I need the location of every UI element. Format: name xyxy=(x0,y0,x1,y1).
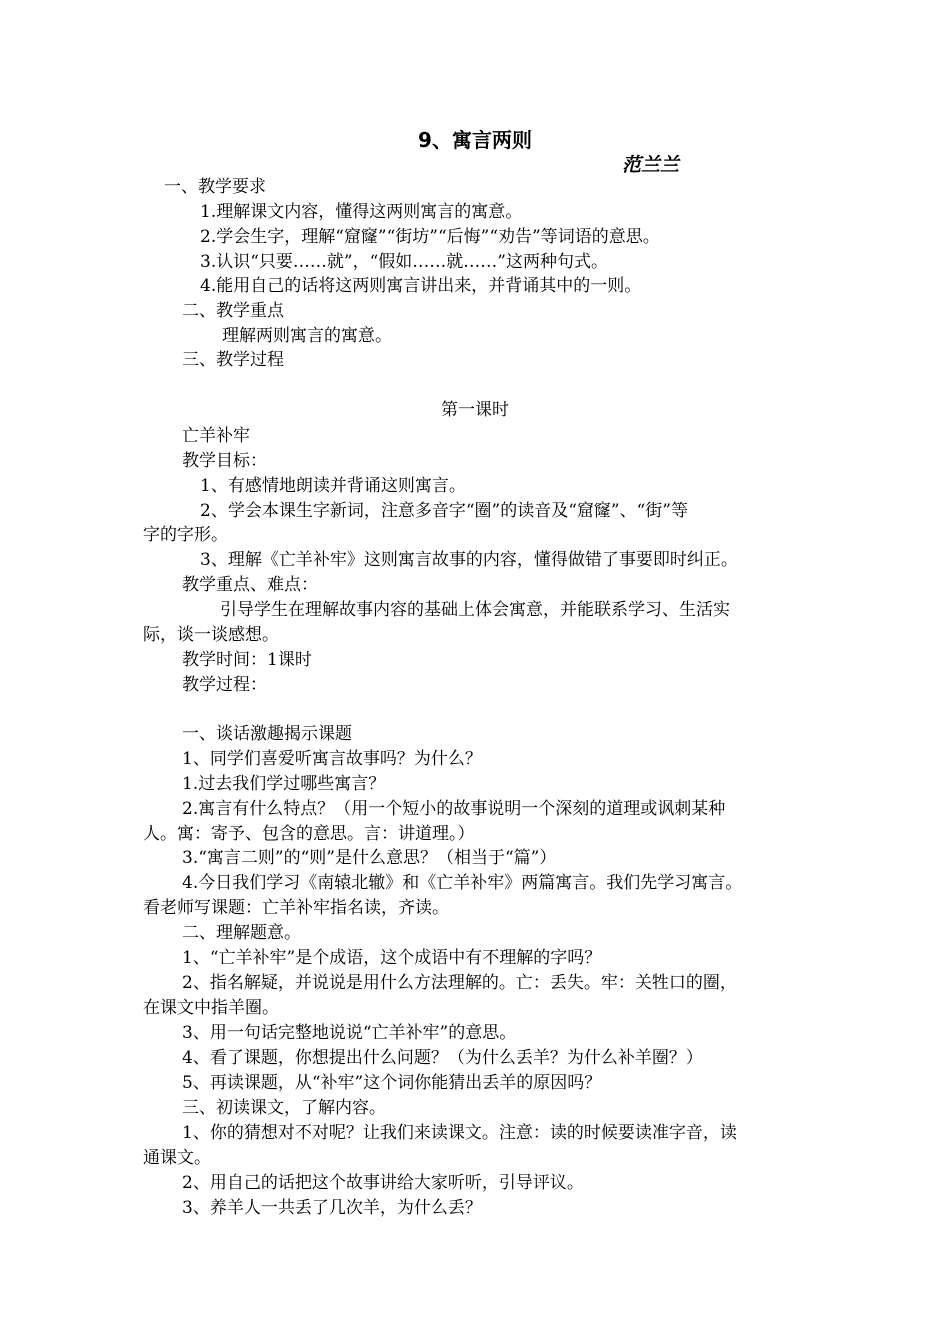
section-heading: 三、教学过程 xyxy=(182,350,284,370)
paragraph-line: 2.寓言有什么特点？（用一个短小的故事说明一个深刻的道理或讽刺某种 xyxy=(182,799,726,819)
section-heading: 一、教学要求 xyxy=(164,177,266,197)
paragraph-line: 4、看了课题，你想提出什么问题？（为什么丢羊？为什么补羊圈？） xyxy=(182,1048,703,1068)
paragraph-line: 教学目标： xyxy=(182,451,267,471)
paragraph-line: 引导学生在理解故事内容的基础上体会寓意，并能联系学习、生活实 xyxy=(220,600,730,620)
paragraph-line: 1、同学们喜爱听寓言故事吗？为什么？ xyxy=(182,749,482,769)
paragraph-line: 亡羊补牢 xyxy=(182,426,250,446)
section-heading: 一、谈话激趣揭示课题 xyxy=(182,724,352,744)
paragraph-line: 看老师写课题：亡羊补牢指名读，齐读。 xyxy=(143,898,449,918)
paragraph-line: 2、用自己的话把这个故事讲给大家听听，引导评议。 xyxy=(182,1173,584,1193)
paragraph-line: 理解两则寓言的寓意。 xyxy=(222,326,392,346)
paragraph-line: 1、有感情地朗读并背诵这则寓言。 xyxy=(200,476,466,496)
paragraph-line: 2.学会生字，理解“窟窿”“街坊”“后悔”“劝告”等词语的意思。 xyxy=(200,227,660,247)
paragraph-line: 1、“亡羊补牢”是个成语，这个成语中有不理解的字吗？ xyxy=(182,948,602,968)
paragraph-line: 3.认识“只要……就”，“假如……就……”这两种句式。 xyxy=(200,252,608,272)
paragraph-line: 3、理解《亡羊补牢》这则寓言故事的内容，懂得做错了事要即时纠正。 xyxy=(200,550,738,570)
paragraph-line: 际，谈一谈感想。 xyxy=(143,625,279,645)
section-heading: 二、教学重点 xyxy=(182,301,284,321)
paragraph-line: 1.理解课文内容，懂得这两则寓言的寓意。 xyxy=(200,202,523,222)
paragraph-line: 4.今日我们学习《南辕北辙》和《亡羊补牢》两篇寓言。我们先学习寓言。 xyxy=(182,873,743,893)
section-heading: 二、理解题意。 xyxy=(182,923,301,943)
section-heading: 三、初读课文，了解内容。 xyxy=(182,1098,386,1118)
paragraph-line: 字的字形。 xyxy=(143,525,228,545)
paragraph-line: 2、指名解疑，并说说是用什么方法理解的。亡：丢失。牢：关牲口的圈， xyxy=(182,973,737,993)
paragraph-line: 通课文。 xyxy=(143,1148,211,1168)
paragraph-line: 教学重点、难点： xyxy=(182,575,318,595)
paragraph-line: 1、你的猜想对不对呢？让我们来读课文。注意：读的时候要读准字音，读 xyxy=(182,1123,737,1143)
paragraph-line: 4.能用自己的话将这两则寓言讲出来，并背诵其中的一则。 xyxy=(200,276,642,296)
paragraph-line: 3、用一句话完整地说说“亡羊补牢”的意思。 xyxy=(182,1023,517,1043)
paragraph-line: 3.“寓言二则”的“则”是什么意思？（相当于“篇”） xyxy=(182,848,557,868)
paragraph-line: 2、学会本课生字新词，注意多音字“圈”的读音及“窟窿”、“街”等 xyxy=(200,501,688,521)
paragraph-line: 5、再读课题，从“补牢”这个词你能猜出丢羊的原因吗？ xyxy=(182,1073,602,1093)
lesson-heading: 第一课时 xyxy=(441,400,509,420)
paragraph-line: 1.过去我们学过哪些寓言？ xyxy=(182,774,386,794)
paragraph-line: 人。寓：寄予、包含的意思。言：讲道理。） xyxy=(143,824,475,844)
author-name: 范兰兰 xyxy=(622,154,680,176)
document-title: 9、寓言两则 xyxy=(418,128,532,152)
paragraph-line: 3、养羊人一共丢了几次羊，为什么丢？ xyxy=(182,1198,482,1218)
paragraph-line: 在课文中指羊圈。 xyxy=(143,998,279,1018)
paragraph-line: 教学时间：1课时 xyxy=(182,650,312,670)
paragraph-line: 教学过程： xyxy=(182,675,267,695)
